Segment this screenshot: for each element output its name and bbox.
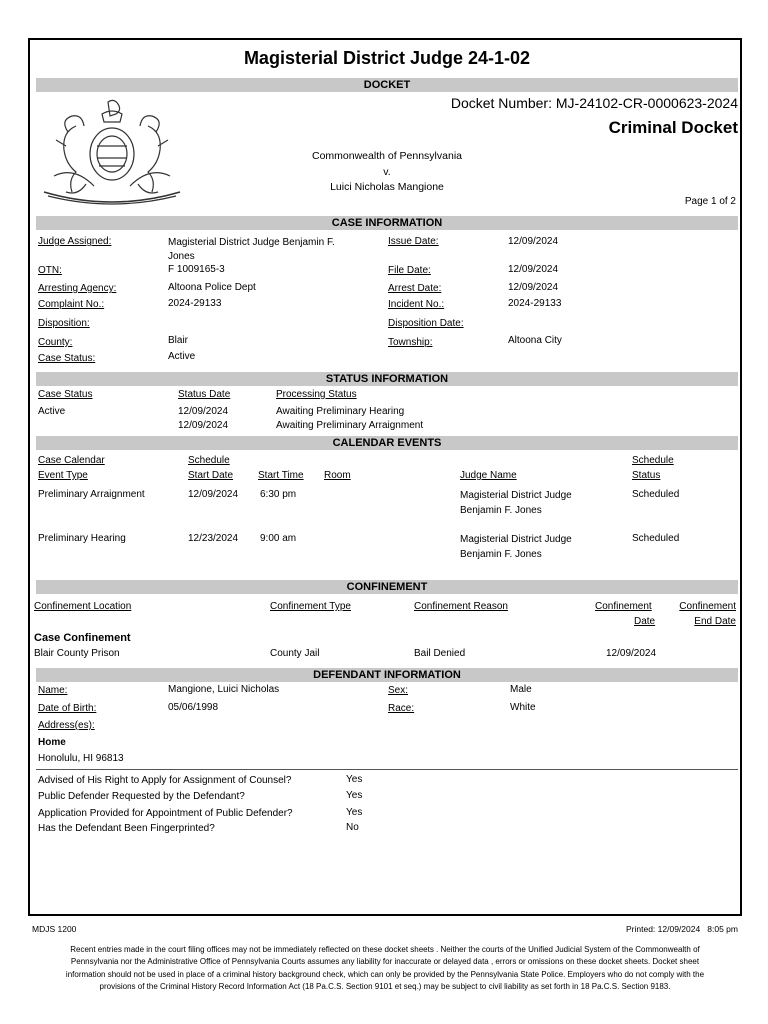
caption-line-3: Luici Nicholas Mangione <box>330 181 444 193</box>
status-row-1-date: 12/09/2024 <box>178 406 229 417</box>
calendar-bar: CALENDAR EVENTS <box>36 436 738 450</box>
cal-col-schedule-2: Schedule <box>632 455 674 466</box>
address-label: Address(es): <box>38 720 95 731</box>
status-col-processing: Processing Status <box>276 389 357 400</box>
race-value: White <box>510 702 536 713</box>
answer-1: Yes <box>346 774 363 785</box>
conf-col-end-line-2: End Date <box>694 616 736 627</box>
printed-timestamp: Printed: 12/09/2024 8:05 pm <box>626 924 738 934</box>
arrest-date-value: 12/09/2024 <box>508 282 559 293</box>
event-1-type: Preliminary Arraignment <box>38 489 145 500</box>
complaint-label: Complaint No.: <box>38 299 105 310</box>
event-2-judge-line-1: Magisterial District Judge <box>460 534 572 545</box>
cal-col-status: Status <box>632 470 661 481</box>
question-1: Advised of His Right to Apply for Assignment of Counsel? <box>38 775 292 786</box>
case-confinement-heading: Case Confinement <box>34 632 131 644</box>
otn-label: OTN: <box>38 265 62 276</box>
cal-col-judge: Judge Name <box>460 470 517 481</box>
agency-label: Arresting Agency: <box>38 283 117 294</box>
file-date-label: File Date: <box>388 265 431 276</box>
conf-reason-value: Bail Denied <box>414 648 466 659</box>
status-row-2-processing: Awaiting Preliminary Arraignment <box>276 420 424 431</box>
disposition-date-label: Disposition Date: <box>388 318 464 329</box>
sex-value: Male <box>510 684 532 695</box>
name-label: Name: <box>38 685 68 696</box>
conf-col-end-line-1: Confinement <box>679 601 736 612</box>
cal-col-schedule: Schedule <box>188 455 230 466</box>
status-case-status-value: Active <box>38 406 66 417</box>
case-info-bar: CASE INFORMATION <box>36 216 738 230</box>
question-3: Application Provided for Appointment of Public Defender? <box>38 808 293 819</box>
conf-col-date-line-2: Date <box>634 616 656 627</box>
question-4: Has the Defendant Been Fingerprinted? <box>38 823 215 834</box>
docket-bar: DOCKET <box>36 78 738 92</box>
conf-col-reason: Confinement Reason <box>414 601 508 612</box>
cal-col-event-type: Event Type <box>38 470 88 481</box>
issue-date-value: 12/09/2024 <box>508 236 559 247</box>
event-2-status: Scheduled <box>632 533 680 544</box>
event-1-judge-line-1: Magisterial District Judge <box>460 490 572 501</box>
conf-col-location: Confinement Location <box>34 601 132 612</box>
court-title: Magisterial District Judge 24-1-02 <box>243 48 531 68</box>
file-date-value: 12/09/2024 <box>508 264 559 275</box>
cal-col-case-calendar: Case Calendar <box>38 455 105 466</box>
township-value: Altoona City <box>508 335 562 346</box>
cal-col-start-date: Start Date <box>188 470 234 481</box>
defendant-divider <box>36 769 738 770</box>
event-2-judge-line-2: Benjamin F. Jones <box>460 549 542 560</box>
judge-value: Magisterial District Judge Benjamin F. Jones <box>168 237 335 262</box>
event-2-time: 9:00 am <box>260 533 297 544</box>
caption-line-2: v. <box>383 166 391 178</box>
conf-col-type: Confinement Type <box>270 601 351 612</box>
arrest-date-label: Arrest Date: <box>388 283 442 294</box>
event-1-time: 6:30 pm <box>260 489 297 500</box>
form-id: MDJS 1200 <box>32 924 77 934</box>
docket-number: Docket Number: MJ-24102-CR-0000623-2024 <box>450 95 738 111</box>
township-label: Township: <box>388 337 433 348</box>
status-col-date: Status Date <box>178 389 231 400</box>
conf-date-value: 12/09/2024 <box>606 648 657 659</box>
county-label: County: <box>38 337 73 348</box>
docket-type: Criminal Docket <box>608 118 738 137</box>
disclaimer: Recent entries made in the court filing offices may not be immediately reflected on these docket sheets . Neither the courts of the Unified Judicial System of the Commonwealth of Pennsylvania nor the Administrative Office of Pennsylvania Courts assumes any liability for inaccurate or delayed data , errors or omissions on these docket sheets. Docket sheet information should not be used in place of a criminal history background check, which can only be provided by the Pennsylvania State Police. Employers who do not comply with the provisions of the Criminal History Record Information Act (18 Pa.C.S. Section 9101 et seq.) may be subject to civil liability as set forth in 18 Pa.C.S. Section 9183. <box>65 945 705 991</box>
name-value: Mangione, Luici Nicholas <box>168 684 280 695</box>
answer-4: No <box>346 822 359 833</box>
event-2-type: Preliminary Hearing <box>38 533 126 544</box>
case-status-value: Active <box>168 351 196 362</box>
conf-location-value: Blair County Prison <box>34 648 120 659</box>
county-value: Blair <box>168 335 189 346</box>
conf-col-date-line-1: Confinement <box>595 601 652 612</box>
docket-page <box>28 38 742 916</box>
cal-col-room: Room <box>324 470 351 481</box>
event-1-status: Scheduled <box>632 489 680 500</box>
otn-value: F 1009165-3 <box>168 264 225 275</box>
defendant-bar: DEFENDANT INFORMATION <box>36 668 738 682</box>
disposition-label: Disposition: <box>38 318 90 329</box>
status-info-bar: STATUS INFORMATION <box>36 372 738 386</box>
case-status-label: Case Status: <box>38 353 96 364</box>
dob-value: 05/06/1998 <box>168 702 219 713</box>
event-1-date: 12/09/2024 <box>188 489 239 500</box>
incident-value: 2024-29133 <box>508 298 562 309</box>
status-row-1-processing: Awaiting Preliminary Hearing <box>276 406 405 417</box>
cal-col-start-time: Start Time <box>258 470 304 481</box>
issue-date-label: Issue Date: <box>388 236 439 247</box>
judge-label: Judge Assigned: <box>38 236 112 247</box>
answer-2: Yes <box>346 790 363 801</box>
address-value: Honolulu, HI 96813 <box>38 753 124 764</box>
incident-label: Incident No.: <box>388 299 445 310</box>
race-label: Race: <box>388 703 415 714</box>
answer-3: Yes <box>346 807 363 818</box>
status-row-2-date: 12/09/2024 <box>178 420 229 431</box>
question-2: Public Defender Requested by the Defendant? <box>38 791 245 802</box>
event-2-date: 12/23/2024 <box>188 533 239 544</box>
status-col-case-status: Case Status <box>38 389 93 400</box>
sex-label: Sex: <box>388 685 409 696</box>
confinement-bar: CONFINEMENT <box>36 580 738 594</box>
conf-type-value: County Jail <box>270 648 320 659</box>
agency-value: Altoona Police Dept <box>168 282 256 293</box>
complaint-value: 2024-29133 <box>168 298 222 309</box>
event-1-judge-line-2: Benjamin F. Jones <box>460 505 542 516</box>
address-type: Home <box>38 737 66 748</box>
page-number: Page 1 of 2 <box>684 196 736 207</box>
caption-line-1: Commonwealth of Pennsylvania <box>312 150 462 162</box>
dob-label: Date of Birth: <box>38 703 97 714</box>
